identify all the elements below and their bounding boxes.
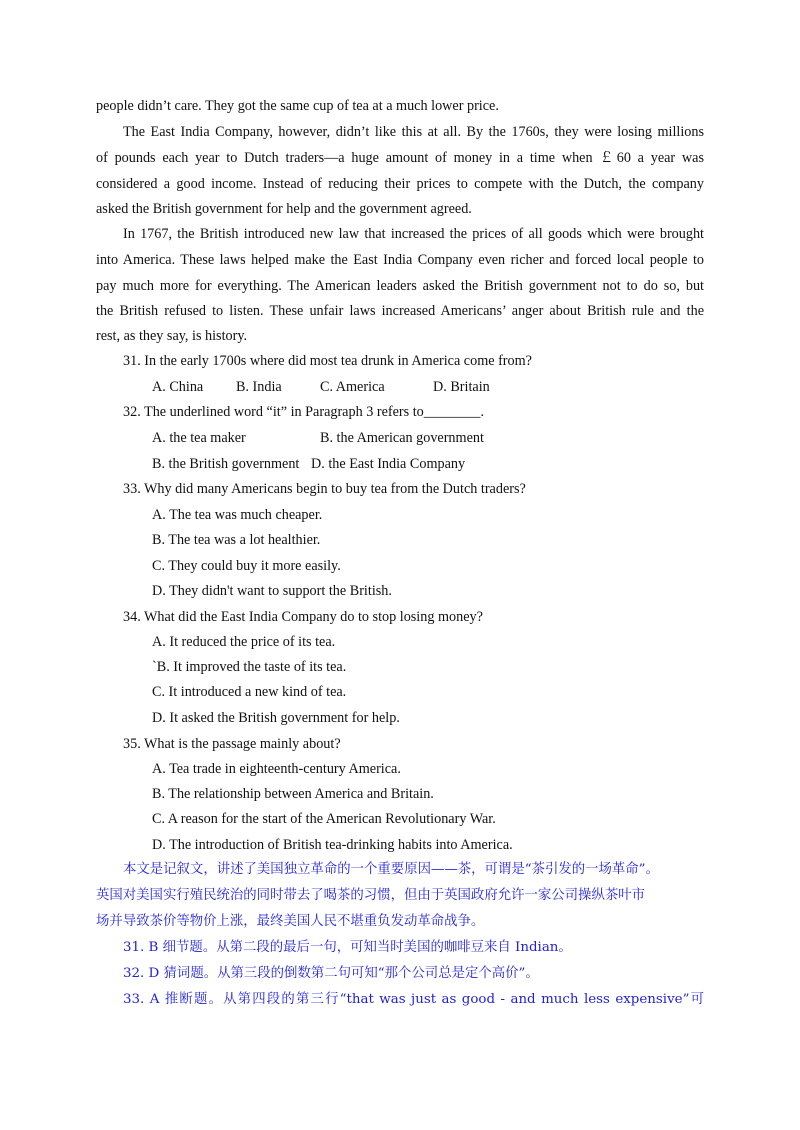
option-b: B. The tea was a lot healthier. xyxy=(152,532,321,548)
analysis-intro-line: 英国对美国实行殖民统治的同时带去了喝茶的习惯，但由于英国政府允许一家公司操纵茶叶市 xyxy=(96,888,646,903)
option-b: B. The relationship between America and Britain. xyxy=(152,786,434,802)
question-35-stem: 35. What is the passage mainly about? xyxy=(123,736,341,752)
question-34-stem: 34. What did the East India Company do to stop losing money? xyxy=(123,609,483,625)
analysis-intro-line: 场并导致茶价等物价上涨，最终美国人民不堪重负发动革命战争。 xyxy=(96,914,485,929)
option-d: D. They didn't want to support the British. xyxy=(152,583,392,599)
option-a: A. It reduced the price of its tea. xyxy=(152,634,336,650)
option-b: B. India xyxy=(236,379,282,395)
passage-line: the British refused to listen. These unfair laws increased Americans’ anger about British rule and the xyxy=(96,303,704,319)
option-d: D. the East India Company xyxy=(311,456,466,472)
answer-31: 31. B 细节题。从第二段的最后一句，可知当时美国的咖啡豆来自 Indian。 xyxy=(123,940,572,955)
question-31-stem: 31. In the early 1700s where did most tea drunk in America come from? xyxy=(123,353,532,369)
question-33-stem: 33. Why did many Americans begin to buy tea from the Dutch traders? xyxy=(123,481,526,497)
option-c: C. A reason for the start of the American Revolutionary War. xyxy=(152,811,496,827)
passage-line: pay much more for everything. The American leaders asked the British government not to do so, but xyxy=(96,278,704,294)
option-c: C. They could buy it more easily. xyxy=(152,558,341,574)
passage-line: The East India Company, however, didn’t like this at all. By the 1760s, they were losing millions xyxy=(123,124,704,140)
passage-line: of pounds each year to Dutch traders—a huge amount of money in a time when ￡60 a year was xyxy=(96,150,704,166)
option-d: D. Britain xyxy=(433,379,490,395)
option-c: C. America xyxy=(320,379,385,395)
option-b: `B. It improved the taste of its tea. xyxy=(152,659,347,675)
passage-line: into America. These laws helped make the East India Company even richer and forced local people to xyxy=(96,252,704,268)
answer-33: 33. A 推断题。从第四段的第三行“that was just as good - and much less expensive”可 xyxy=(123,992,704,1007)
passage-line: rest, as they say, is history. xyxy=(96,328,248,344)
option-b: B. the American government xyxy=(320,430,484,446)
option-a: A. China xyxy=(152,379,204,395)
passage-line: people didn’t care. They got the same cup of tea at a much lower price. xyxy=(96,98,499,114)
answer-32: 32. D 猜词题。从第三段的倒数第二句可知“那个公司总是定个高价”。 xyxy=(123,966,539,981)
passage-line: considered a good income. Instead of reducing their prices to compete with the Dutch, the company xyxy=(96,176,704,192)
option-d: D. It asked the British government for help. xyxy=(152,710,400,726)
question-32-stem: 32. The underlined word “it” in Paragraph 3 refers to________. xyxy=(123,404,485,420)
analysis-intro-line: 本文是记叙文，讲述了美国独立革命的一个重要原因——茶，可谓是“茶引发的一场革命”。 xyxy=(123,862,659,877)
option-a: A. Tea trade in eighteenth-century America. xyxy=(152,761,401,777)
passage-line: In 1767, the British introduced new law that increased the prices of all goods which were brought xyxy=(123,226,704,242)
passage-line: asked the British government for help and the government agreed. xyxy=(96,201,472,217)
option-a: A. the tea maker xyxy=(152,430,246,446)
option-c: C. It introduced a new kind of tea. xyxy=(152,684,347,700)
option-a: A. The tea was much cheaper. xyxy=(152,507,323,523)
option-d: D. The introduction of British tea-drinking habits into America. xyxy=(152,837,513,853)
option-c: B. the British government xyxy=(152,456,300,472)
